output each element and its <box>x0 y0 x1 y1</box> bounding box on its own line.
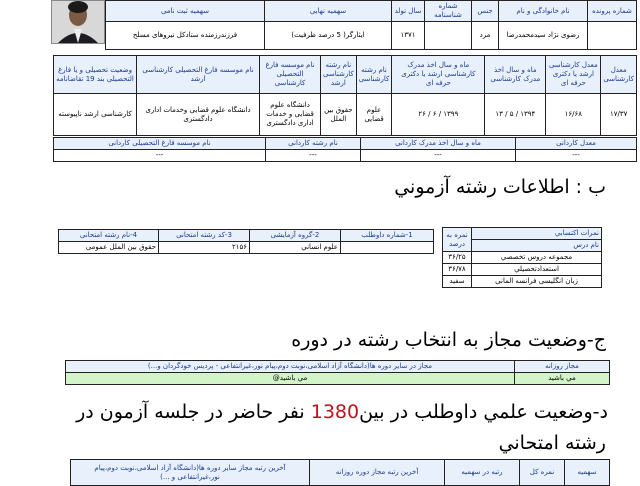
applicant-photo-image <box>52 1 104 43</box>
kardani-header: معدل کاردانی <box>516 138 637 150</box>
section-d-prefix: د-وضعيت علمي داوطلب در بين <box>359 401 608 423</box>
education-cell: حقوق بین الملل <box>321 94 357 136</box>
identity-header: سهمیه ثبت نامی <box>106 1 265 22</box>
eligibility-table <box>65 360 610 385</box>
section-b-title: ب : اطلاعات رشته آزموني <box>394 176 606 198</box>
section-c-title: ج-وضعيت مجاز به انتخاب رشته در دوره <box>291 329 606 351</box>
education-header: نام موسسه فارغ التحصیلی کارشناسی <box>260 56 321 94</box>
education-header: نام موسسه فارغ التحصیلی کارشناسی ارشد <box>137 56 260 94</box>
kardani-cell: --- <box>54 150 266 162</box>
identity-cell: ۱۳۷۱ <box>392 22 425 50</box>
kardani-cell: --- <box>266 150 361 162</box>
score-value: سفيد <box>443 276 472 288</box>
education-header: معدل کارشناسی ارشد یا دکتری حرفه ای <box>546 56 601 94</box>
identity-cell: مرد <box>472 22 499 50</box>
section-d-title <box>76 401 608 423</box>
education-cell: ۱۳۹۹ / ۶ / ۲۶ <box>392 94 485 136</box>
eligibility-other-value: مي باشيد@ <box>66 373 515 385</box>
applicant-photo <box>51 0 105 44</box>
education-cell: ۱۳۹۴ / ۵ / ۱۳ <box>485 94 546 136</box>
exam-info-cell: علوم انساني <box>250 242 341 254</box>
identity-header: نام خانوادگی و نام <box>499 1 588 22</box>
score-course: مجموعه دروس تخصصي <box>472 252 602 264</box>
score-course: استعدادتحصيلي <box>472 264 602 276</box>
identity-header: جنس <box>472 1 499 22</box>
education-cell: ۱۶/۶۸ <box>546 94 601 136</box>
score-value: ۳۶/۲۵ <box>443 252 472 264</box>
scores-title: نمرات اکتسابي <box>472 228 602 240</box>
education-header: نام رشته کارشناسی <box>356 56 392 94</box>
identity-cell <box>425 22 472 50</box>
kardani-header: نام موسسه فارغ التحصیلی کاردانی <box>54 138 266 150</box>
identity-header: سهمیه نهایی <box>265 1 392 22</box>
eligibility-daily-value: مي باشيد <box>515 373 610 385</box>
exam-info-table <box>58 229 434 254</box>
identity-cell: فرزندرزمنده ستادکل نیروهای مسلح <box>106 22 265 50</box>
section-d-title-line2: رشته امتحاني <box>498 432 606 454</box>
kardani-header: ماه و سال اخذ مدرک کاردانی <box>361 138 516 150</box>
kardani-cell: --- <box>361 150 516 162</box>
rank-header: نمره کل <box>520 460 565 486</box>
education-header: معدل کارشناسی <box>601 56 637 94</box>
identity-header: شماره شناسنامه <box>425 1 472 22</box>
exam-info-cell: ۲۱۵۶ <box>159 242 250 254</box>
kardani-cell: --- <box>516 150 637 162</box>
kardani-table <box>53 137 637 162</box>
score-course: زبان انگلیسی فرانسه المانی <box>472 276 602 288</box>
exam-info-cell: حقوق بین الملل عمومی <box>59 242 159 254</box>
exam-info-cell <box>341 242 434 254</box>
education-cell: علوم قضایی <box>356 94 392 136</box>
education-cell: دانشگاه علوم قضایی وخدمات اداری دادگستری <box>137 94 260 136</box>
score-value: ۳۶/۷۸ <box>443 264 472 276</box>
section-d-suffix: نفر حاضر در جلسه آزمون در <box>76 401 305 423</box>
education-header: وضعیت تحصیلی و یا فارغ التحصیلی بند 19 تقاضانامه <box>54 56 137 94</box>
education-cell: دانشگاه علوم قضایی و خدمات اداری دادگستری <box>260 94 321 136</box>
identity-header: سال تولد <box>392 1 425 22</box>
section-d-count: 1380 <box>310 401 360 423</box>
exam-info-header: 2-گروه آزمایشی <box>250 230 341 242</box>
exam-info-header: 1-شماره داوطلب <box>341 230 434 242</box>
rank-table <box>70 459 610 486</box>
exam-info-header: 4-نام رشته امتحانی <box>59 230 159 242</box>
education-cell: کارشناسی ارشد ناپیوسته <box>54 94 137 136</box>
exam-info-header: 3-کد رشته امتحانی <box>159 230 250 242</box>
rank-header: آخرین رتبه مجاز دوره روزانه <box>310 460 445 486</box>
education-header: ماه و سال اخذ مدرک کارشناسی ارشد یا دکتری حرفه ای <box>392 56 485 94</box>
identity-cell: ایثارگر( 5 درصد ظرفیت) <box>265 22 392 50</box>
rank-header: سهمیه <box>565 460 610 486</box>
kardani-header: نام رشته کاردانی <box>266 138 361 150</box>
scores-course-header: نام درس <box>472 240 602 252</box>
identity-header: شماره پرونده <box>588 1 637 22</box>
education-cell: ۱۷/۳۷ <box>601 94 637 136</box>
rank-header: آخرین رتبه مجاز سایر دوره ها(دانشگاه آزاد اسلامی،نوبت دوم،پیام نور،غیرانتفاعی و ...) <box>71 460 310 486</box>
identity-cell: رضوی نژاد سیدمحمدرضا <box>499 22 588 50</box>
education-table <box>53 55 637 136</box>
identity-table <box>105 0 637 50</box>
eligibility-header-other: مجاز در سایر دوره ها(دانشگاه آزاد اسلامی،نوبت دوم،پیام نور،غیرانتفاعی - پردیس خودگردان و...) <box>66 361 515 373</box>
rank-header: رتبه در سهمیه <box>445 460 520 486</box>
education-header: نام رشته کارشناسی ارشد <box>321 56 357 94</box>
scores-table <box>442 227 602 288</box>
education-header: ماه و سال اخذ مدرک کارشناسی <box>485 56 546 94</box>
scores-percent-header: نمره به درصد <box>443 228 472 252</box>
identity-cell <box>588 22 637 50</box>
eligibility-header-daily: مجاز روزانه <box>515 361 610 373</box>
